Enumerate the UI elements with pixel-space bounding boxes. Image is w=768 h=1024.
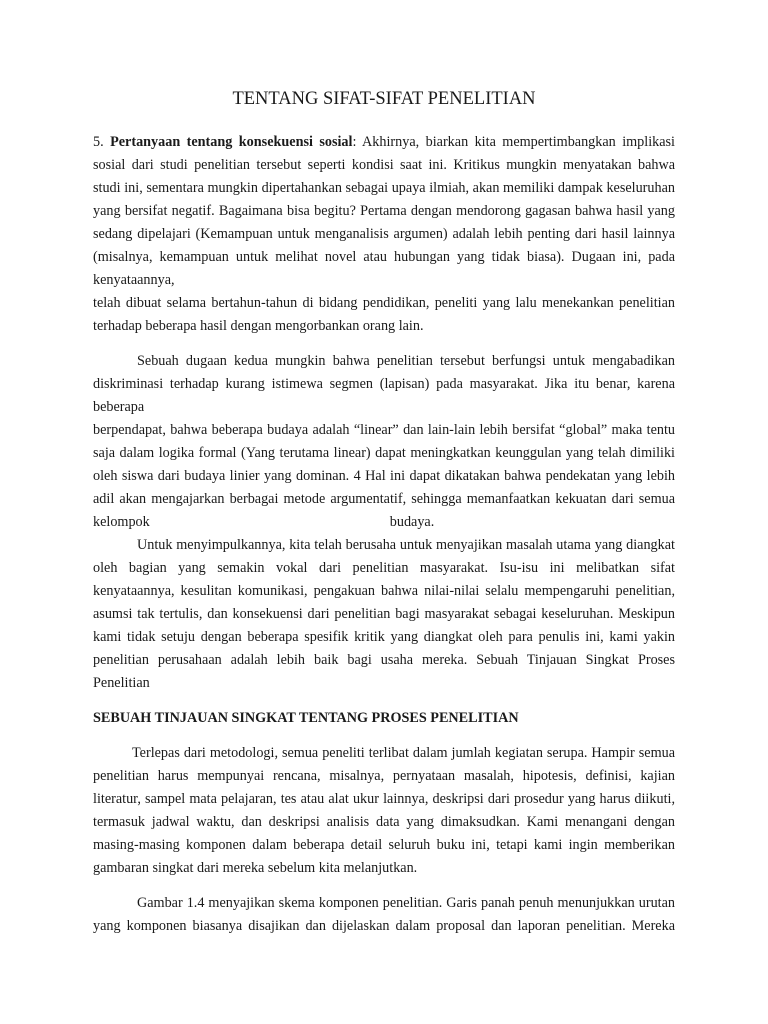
paragraph-1-line: kenyataannya, [93,272,175,288]
paragraph-1-line: yang bersifat negatif. Bagaimana bisa begitu? Pertama dengan mendorong gagasan bahwa hasil yang [93,203,675,219]
paragraph-2-line: Sebuah dugaan kedua mungkin bahwa penelitian tersebut berfungsi untuk mengabadikan [137,353,675,369]
paragraph-2-line: diskriminasi terhadap kurang istimewa segmen (lapisan) pada masyarakat. Jika itu benar, karena [93,376,675,392]
paragraph-4-line: termasuk jadwal waktu, dan deskripsi analisis data yang dimaksudkan. Kami menangani dengan [93,814,675,830]
page-title: TENTANG SIFAT-SIFAT PENELITIAN [232,89,536,109]
paragraph-3-line: oleh bagian yang semakin vokal dari penelitian masyarakat. Isu-isu ini melibatkan sifat [93,560,675,576]
paragraph-4-line: gambaran singkat dari mereka sebelum kita melanjutkan. [93,860,418,876]
paragraph-5-line: Gambar 1.4 menyajikan skema komponen penelitian. Garis panah penuh menunjukkan urutan [137,895,675,911]
paragraph-2-line: berpendapat, bahwa beberapa budaya adalah “linear” dan lain-lain lebih bersifat “global” maka tentu [93,422,675,438]
paragraph-4-line: masing-masing komponen dalam beberapa detail seluruh buku ini, tetapi kami ingin memberikan [93,837,675,853]
paragraph-3-line: Penelitian [93,675,150,691]
paragraph-3-line: kami tidak setuju dengan beberapa spesifik kritik yang diangkat oleh para penulis ini, kami yakin [93,629,675,645]
paragraph-2-line: saja dalam logika formal (Yang terutama linear) dapat meningkatkan keunggulan yang telah dimiliki [93,445,675,461]
paragraph-4-line: literatur, sampel mata pelajaran, tes atau alat ukur lainnya, deskripsi dari prosedur yang harus diikuti, [93,791,675,807]
paragraph-1-line: (misalnya, kemampuan untuk melihat novel atau hubungan yang tidak biasa). Dugaan ini, pada [93,249,675,265]
paragraph-3-line: asumsi tak tertulis, dan konsekuensi dari penelitian bagi masyarakat sebagai keseluruhan. Meskipun [93,606,675,622]
paragraph-1-line: sedang dipelajari (Kemampuan untuk menganalisis argumen) adalah lebih penting dari hasil lainnya [93,226,675,242]
paragraph-2-last-line [93,512,675,532]
line-text: : Akhirnya, biarkan kita mempertimbangkan implikasi [352,134,676,150]
paragraph-3-line: Untuk menyimpulkannya, kita telah berusaha untuk menyajikan masalah utama yang diangkat [137,537,675,553]
paragraph-2-line: oleh siswa dari budaya linier yang dominan. 4 Hal ini dapat dikatakan bahwa pendekatan yang lebih [93,468,675,484]
paragraph-1-line [93,132,675,152]
paragraph-1-line: terhadap beberapa hasil dengan mengorbankan orang lain. [93,318,424,334]
paragraph-3-line: penelitian perusahaan adalah lebih baik bagi usaha mereka. Sebuah Tinjauan Singkat Proses [93,652,675,668]
paragraph-4-line: penelitian harus mempunyai rencana, misalnya, pernyataan masalah, hipotesis, definisi, kajian [93,768,675,784]
paragraph-2-line: adil akan mengajarkan berbagai metode argumentatif, sehingga memanfaatkan kekuatan dari semua [93,491,675,507]
paragraph-1-line: studi ini, sementara mungkin dipertahankan sebagai upaya ilmiah, akan memiliki dampak keseluruhan [93,180,675,196]
paragraph-5-line: yang komponen biasanya disajikan dan dijelaskan dalam proposal dan laporan penelitian. Mereka [93,918,675,934]
paragraph-1-line: sosial dari studi penelitian tersebut seperti kondisi saat ini. Kritikus mungkin menyatakan bahwa [93,157,675,173]
paragraph-1-line: telah dibuat selama bertahun-tahun di bidang pendidikan, peneliti yang lalu menekankan penelitian [93,295,675,311]
paragraph-3-line: kenyataannya, kesulitan komunikasi, pengakuan bahwa nilai-nilai selalu mempengaruhi penelitian, [93,583,675,599]
paragraph-2-line: beberapa [93,399,145,415]
line-text: kelompok [93,514,150,530]
item-number: 5. [93,134,104,150]
section-heading: SEBUAH TINJAUAN SINGKAT TENTANG PROSES PENELITIAN [93,710,519,726]
bold-term: Pertanyaan tentang konsekuensi sosial [110,134,353,150]
line-text: budaya. [389,514,435,530]
paragraph-4-line: Terlepas dari metodologi, semua peneliti terlibat dalam jumlah kegiatan serupa. Hampir semua [132,745,675,761]
